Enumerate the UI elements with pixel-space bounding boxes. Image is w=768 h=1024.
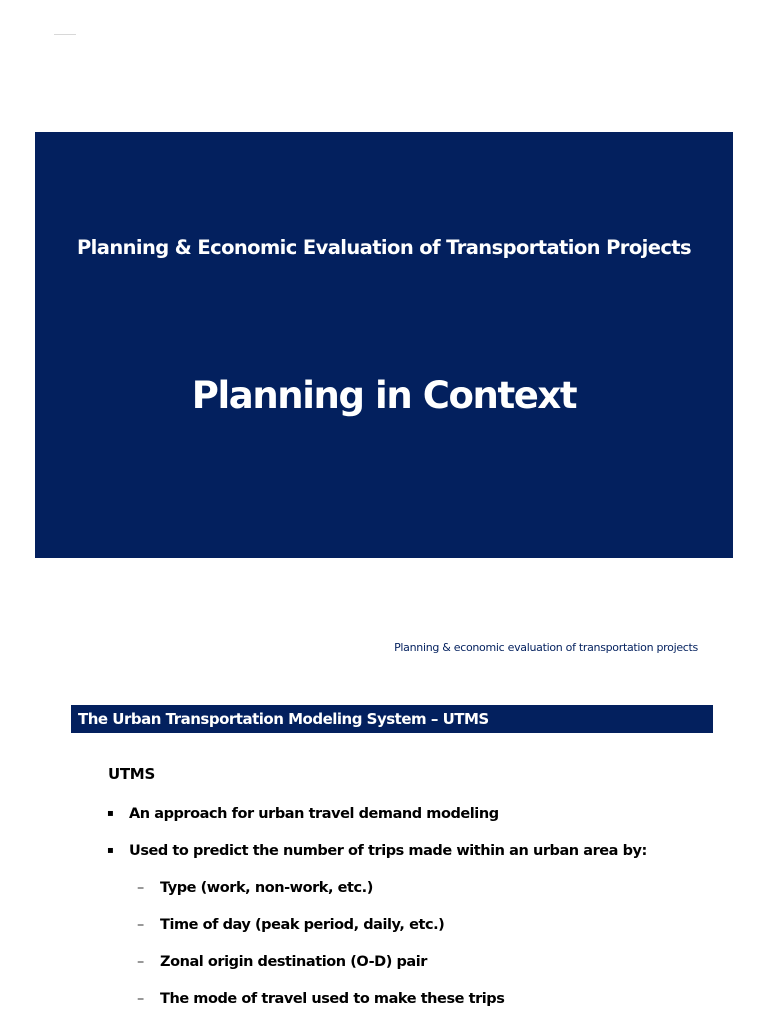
sub-bullet-item bbox=[137, 991, 504, 1007]
section-title: The Urban Transportation Modeling System – UTMS bbox=[78, 710, 489, 728]
sub-bullet-item bbox=[137, 954, 427, 970]
running-header: Planning & economic evaluation of transportation projects bbox=[394, 641, 698, 654]
title-slide bbox=[35, 132, 733, 558]
sub-bullet-text: Zonal origin destination (O-D) pair bbox=[160, 954, 427, 970]
slide-subtitle: Planning & Economic Evaluation of Transportation Projects bbox=[76, 236, 692, 259]
bullet-square-icon: ▪ bbox=[107, 845, 114, 856]
dash-icon: – bbox=[137, 880, 144, 896]
sub-bullet-text: The mode of travel used to make these trips bbox=[160, 991, 505, 1007]
bullet-text: An approach for urban travel demand modeling bbox=[129, 806, 499, 822]
bullet-text: Used to predict the number of trips made within an urban area by: bbox=[129, 843, 647, 859]
dash-icon: – bbox=[137, 954, 144, 970]
dash-icon: – bbox=[137, 917, 144, 933]
section-title-bar bbox=[71, 705, 713, 733]
sub-bullet-text: Type (work, non-work, etc.) bbox=[160, 880, 373, 896]
sub-bullet-item bbox=[137, 917, 444, 933]
sub-bullet-item bbox=[137, 880, 373, 896]
bullet-item bbox=[107, 806, 499, 822]
dash-icon: – bbox=[137, 991, 144, 1007]
bullet-square-icon: ▪ bbox=[107, 808, 114, 819]
sub-bullet-text: Time of day (peak period, daily, etc.) bbox=[160, 917, 445, 933]
slide-title: Planning in Context bbox=[191, 374, 577, 417]
page-mark bbox=[54, 34, 76, 35]
content-heading: UTMS bbox=[108, 765, 155, 783]
bullet-item bbox=[107, 843, 647, 859]
